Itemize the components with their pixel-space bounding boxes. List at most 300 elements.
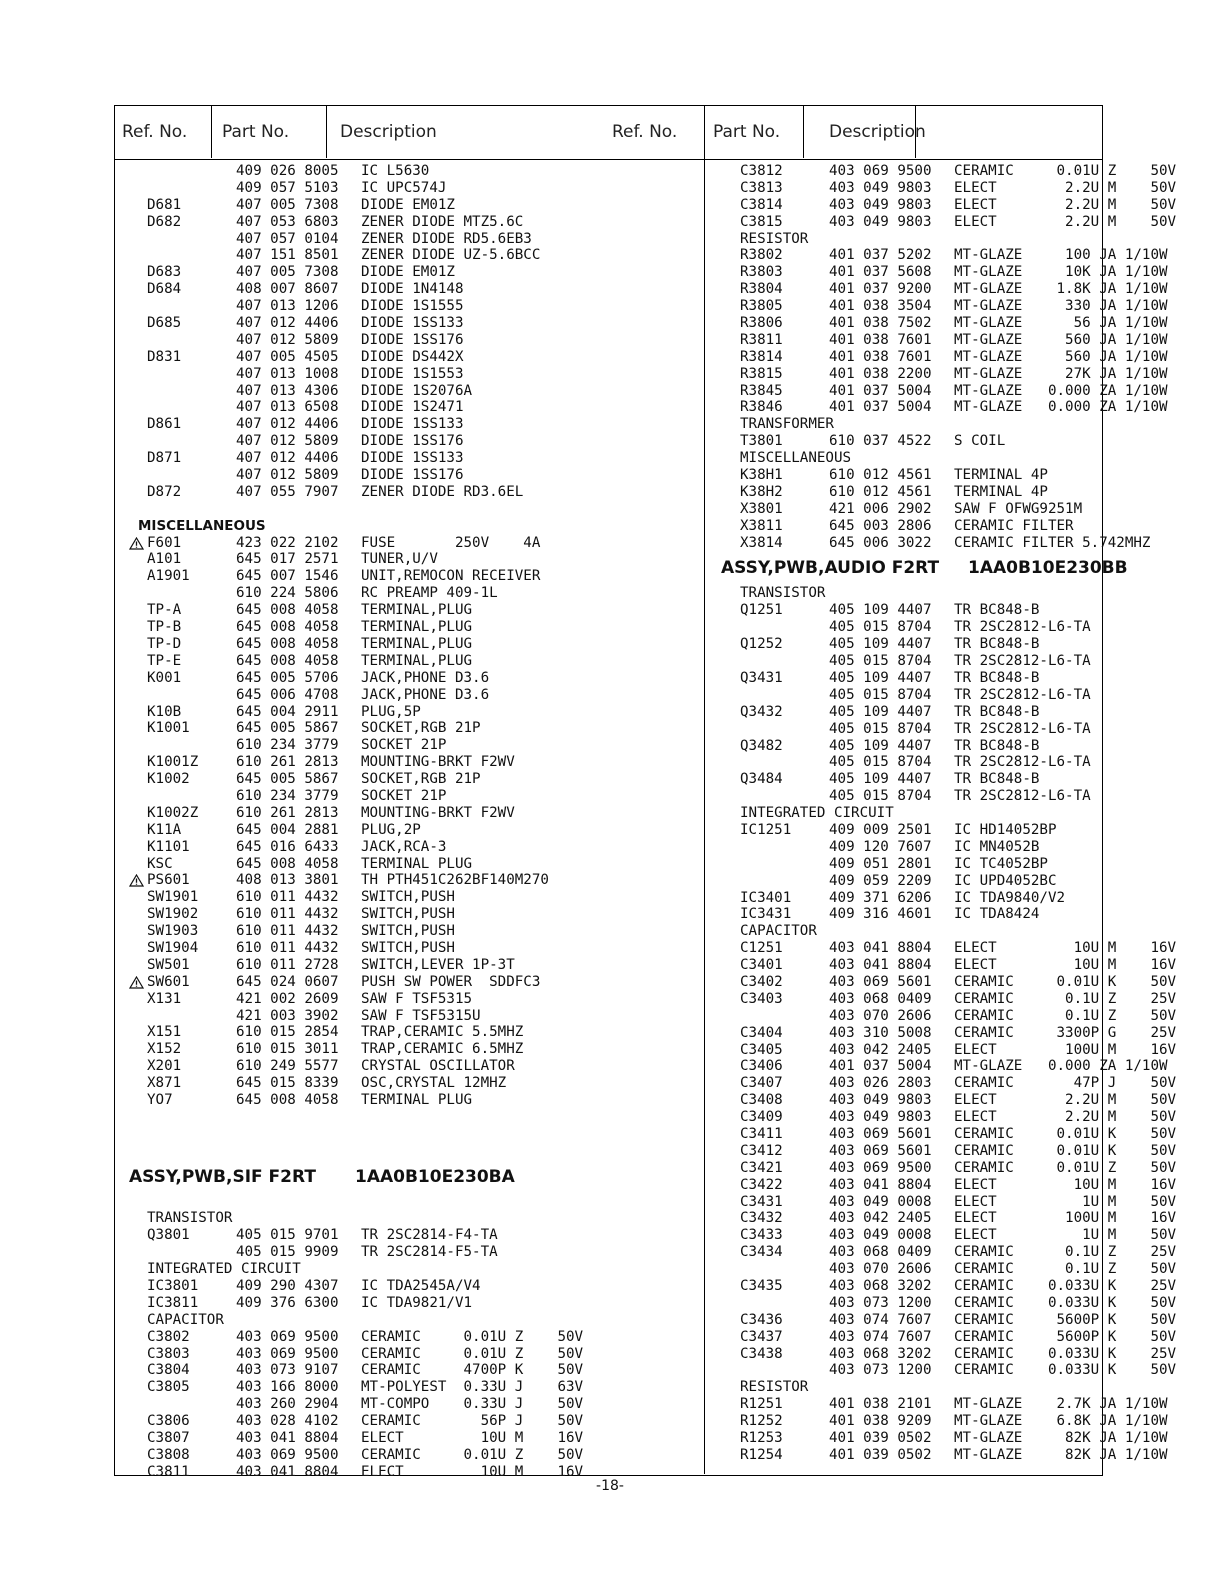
- ref-no: D684: [147, 281, 182, 298]
- table-row: [706, 433, 1102, 450]
- section-title: MISCELLANEOUS: [138, 517, 266, 534]
- ref-no: C3406: [740, 1058, 783, 1075]
- description: CERAMIC 0.01U K 50V: [954, 1125, 1177, 1142]
- ref-no: R3802: [740, 247, 783, 264]
- group-heading: [115, 1261, 704, 1278]
- description: IC UPD4052BC: [954, 872, 1057, 889]
- description: MT-GLAZE 560 JA 1/10W: [954, 331, 1168, 348]
- group-title: RESISTOR: [740, 1379, 809, 1396]
- description: CERAMIC 0.01U Z 50V: [361, 1446, 584, 1463]
- part-no: 401 038 9209: [829, 1413, 932, 1430]
- part-no: 403 068 0409: [829, 1244, 932, 1261]
- table-row: [706, 163, 1177, 180]
- group-title: MISCELLANEOUS: [740, 450, 852, 467]
- ref-no: SW1903: [147, 923, 199, 940]
- part-no: 403 041 8804: [236, 1430, 339, 1447]
- part-no: 405 109 4407: [829, 602, 932, 619]
- ref-no: R1252: [740, 1413, 783, 1430]
- table-row: [706, 1328, 1177, 1346]
- part-no: 423 022 2102: [236, 534, 339, 551]
- part-no: 610 012 4561: [829, 467, 932, 484]
- part-no: 409 376 6300: [236, 1294, 339, 1311]
- part-no: 407 013 6508: [236, 399, 339, 416]
- part-no: 421 003 3902: [236, 1007, 339, 1024]
- ref-no: R3804: [740, 281, 783, 298]
- part-no: 403 041 8804: [829, 957, 932, 974]
- description: TR 2SC2812-L6-TA: [954, 686, 1091, 703]
- spacer-row: [115, 1126, 704, 1143]
- table-row: [115, 450, 704, 467]
- ref-no: C3808: [147, 1446, 190, 1463]
- part-no: 403 310 5008: [829, 1024, 932, 1041]
- part-no: 645 017 2571: [236, 551, 339, 568]
- part-no: 403 049 0008: [829, 1227, 932, 1244]
- ref-no: K38H2: [740, 483, 783, 500]
- ref-no: R3805: [740, 298, 783, 315]
- description: TERMINAL,PLUG: [361, 602, 473, 619]
- part-no: 401 037 5202: [829, 247, 932, 264]
- description: DIODE 1S2471: [361, 399, 464, 416]
- ref-no: TP-B: [147, 619, 182, 636]
- group-title: INTEGRATED CIRCUIT: [147, 1261, 301, 1278]
- table-row: [115, 771, 704, 788]
- description: CERAMIC 0.01U K 50V: [954, 1142, 1177, 1159]
- part-no: 407 057 0104: [236, 230, 339, 247]
- table-row: [706, 738, 1102, 755]
- part-no: 407 005 4505: [236, 348, 339, 365]
- ref-no: Q3431: [740, 669, 783, 686]
- ref-no: X3801: [740, 500, 783, 517]
- table-row: [115, 636, 704, 653]
- assembly-code: 1AA0B10E230BB: [968, 558, 1128, 579]
- table-row: [706, 484, 1102, 501]
- description: MT-GLAZE 6.8K JA 1/10W: [954, 1413, 1168, 1430]
- ref-no: D861: [147, 416, 182, 433]
- table-row: [115, 1396, 704, 1413]
- table-row: [706, 906, 1102, 923]
- description: CERAMIC 0.1U Z 50V: [954, 1261, 1177, 1278]
- part-no: 401 039 0502: [829, 1446, 932, 1463]
- ref-no: C3407: [740, 1075, 783, 1092]
- table-row: [115, 957, 704, 974]
- ref-no: YO7: [147, 1091, 173, 1108]
- part-no: 403 069 9500: [236, 1328, 339, 1345]
- table-row: [706, 518, 1102, 535]
- part-no: 645 006 4708: [236, 686, 339, 703]
- description: CERAMIC 0.1U Z 50V: [954, 1007, 1177, 1024]
- table-row: [706, 1362, 1177, 1379]
- description: CERAMIC 47P J 50V: [954, 1075, 1177, 1092]
- ref-no: C3431: [740, 1193, 783, 1210]
- ref-no: R3845: [740, 382, 783, 399]
- description: CERAMIC 0.01U Z 50V: [361, 1345, 584, 1362]
- description: TR BC848-B: [954, 669, 1040, 686]
- part-no: 405 109 4407: [829, 703, 932, 720]
- center-divider: [704, 106, 705, 1474]
- part-no: 407 013 1008: [236, 365, 339, 382]
- description: MT-POLYEST 0.33U J 63V: [361, 1379, 584, 1396]
- description: RC PREAMP 409-1L: [361, 585, 498, 602]
- description: TR 2SC2814-F4-TA: [361, 1227, 498, 1244]
- part-no: 401 039 0502: [829, 1430, 932, 1447]
- part-no: 407 005 7308: [236, 196, 339, 213]
- part-no: 409 057 5103: [236, 179, 339, 196]
- table-row: [115, 467, 704, 484]
- ref-no: SW1904: [147, 939, 199, 956]
- part-no: 610 037 4522: [829, 433, 932, 450]
- part-no: 401 037 5004: [829, 399, 932, 416]
- ref-no: K1002: [147, 771, 190, 788]
- part-no: 405 109 4407: [829, 636, 932, 653]
- part-no: 645 015 8339: [236, 1075, 339, 1092]
- part-no: 401 038 2101: [829, 1396, 932, 1413]
- description: FUSE 250V 4A: [361, 534, 541, 551]
- description: DIODE 1SS133: [361, 450, 464, 467]
- table-row: [706, 331, 1168, 349]
- spacer-row: [115, 1109, 704, 1126]
- description: ELECT 100U M 16V: [954, 1210, 1177, 1227]
- part-no: 403 068 3202: [829, 1278, 932, 1294]
- description: DIODE 1SS133: [361, 416, 464, 433]
- parts-table: [114, 105, 1177, 1480]
- description: ELECT 1U M 50V: [954, 1227, 1177, 1244]
- table-row: [115, 872, 704, 889]
- table-row: [706, 653, 1102, 670]
- table-row: [706, 196, 1177, 214]
- table-row: [115, 315, 704, 332]
- description: DIODE 1S1553: [361, 365, 464, 382]
- table-row: [115, 349, 704, 366]
- part-no: 403 049 9803: [829, 1092, 932, 1109]
- table-row: [706, 1007, 1177, 1025]
- table-row: [706, 1092, 1177, 1109]
- description: CERAMIC 4700P K 50V: [361, 1362, 584, 1379]
- part-no: 403 073 9107: [236, 1362, 339, 1379]
- table-row: [115, 332, 704, 349]
- ref-no: SW1901: [147, 889, 199, 906]
- table-row: [115, 383, 704, 400]
- table-row: [706, 1142, 1177, 1160]
- part-no: 610 011 4432: [236, 939, 339, 956]
- description: CERAMIC 0.1U Z 25V: [954, 1244, 1177, 1261]
- part-no: 645 008 4058: [236, 1091, 339, 1108]
- table-row: [706, 1159, 1177, 1177]
- table-row: [115, 197, 704, 214]
- part-no: 403 028 4102: [236, 1413, 339, 1430]
- part-no: 610 011 2728: [236, 956, 339, 973]
- table-row: [706, 1125, 1177, 1143]
- spacer-row: [115, 1143, 704, 1160]
- description: TERMINAL 4P: [954, 483, 1048, 500]
- section-heading: [115, 518, 704, 535]
- part-no: 403 049 9803: [829, 213, 932, 230]
- part-no: 403 026 2803: [829, 1075, 932, 1092]
- description: CERAMIC 56P J 50V: [361, 1413, 584, 1430]
- description: IC MN4052B: [954, 838, 1040, 855]
- description: CERAMIC 0.033U K 50V: [954, 1362, 1177, 1379]
- table-row: [706, 467, 1102, 484]
- table-row: [706, 1244, 1177, 1261]
- part-no: 401 037 5004: [829, 382, 932, 399]
- ref-no: R3811: [740, 331, 783, 348]
- ref-no: D871: [147, 450, 182, 467]
- description: ELECT 1U M 50V: [954, 1193, 1177, 1210]
- part-no: 401 038 7601: [829, 348, 932, 365]
- ref-no: D681: [147, 196, 182, 213]
- assembly-name: ASSY,PWB,SIF F2RT: [129, 1166, 316, 1187]
- table-row: [115, 889, 704, 906]
- part-no: 405 109 4407: [829, 737, 932, 754]
- ref-no: R1251: [740, 1396, 783, 1413]
- ref-no: C3409: [740, 1109, 783, 1126]
- ref-no: K1002Z: [147, 804, 199, 821]
- table-row: [115, 923, 704, 940]
- table-row: [115, 1075, 704, 1092]
- table-row: [115, 670, 704, 687]
- description: SOCKET 21P: [361, 787, 447, 804]
- ref-no: X3811: [740, 517, 783, 534]
- description: CERAMIC FILTER 5.742MHZ: [954, 534, 1151, 551]
- table-row: [706, 973, 1177, 991]
- part-no: 610 224 5806: [236, 585, 339, 602]
- table-row: [115, 1227, 704, 1244]
- assembly-code: 1AA0B10E230BA: [355, 1166, 515, 1187]
- description: IC TDA9821/V1: [361, 1294, 473, 1311]
- part-no: 403 041 8804: [829, 940, 932, 957]
- right-column: [706, 163, 1177, 1464]
- part-no: 403 069 5601: [829, 973, 932, 990]
- description: MT-GLAZE 560 JA 1/10W: [954, 348, 1168, 365]
- ref-no: Q3432: [740, 703, 783, 720]
- part-no: 405 109 4407: [829, 771, 932, 788]
- table-row: [706, 534, 1151, 552]
- description: UNIT,REMOCON RECEIVER: [361, 568, 541, 585]
- page-number: -18-: [596, 1478, 624, 1494]
- part-no: 645 008 4058: [236, 635, 339, 652]
- part-no: 401 037 5608: [829, 264, 932, 281]
- ref-no: Q3484: [740, 771, 783, 788]
- description: CERAMIC 3300P G 25V: [954, 1024, 1177, 1041]
- table-row: [115, 1024, 704, 1041]
- table-row: [115, 1362, 704, 1379]
- part-no: 610 249 5577: [236, 1058, 339, 1075]
- ref-no: C3803: [147, 1345, 190, 1362]
- description: IC TDA2545A/V4: [361, 1278, 481, 1294]
- ref-no: D682: [147, 213, 182, 230]
- ref-no: C3422: [740, 1176, 783, 1193]
- ref-no: X201: [147, 1058, 182, 1075]
- description: TRAP,CERAMIC 5.5MHZ: [361, 1024, 524, 1041]
- description: TERMINAL PLUG: [361, 1091, 473, 1108]
- description: ELECT 2.2U M 50V: [954, 179, 1177, 196]
- ref-no: KSC: [147, 855, 173, 872]
- ref-no: R3815: [740, 365, 783, 382]
- ref-no: C3434: [740, 1244, 783, 1261]
- description: DIODE 1S2076A: [361, 382, 473, 399]
- table-row: [706, 754, 1102, 771]
- part-no: 645 006 3022: [829, 534, 932, 551]
- description: ELECT 2.2U M 50V: [954, 196, 1177, 213]
- ref-no: C3813: [740, 179, 783, 196]
- description: DIODE 1SS176: [361, 331, 464, 348]
- table-row: [115, 585, 704, 602]
- part-no: 403 068 3202: [829, 1345, 932, 1362]
- description: DIODE 1SS176: [361, 467, 464, 484]
- safety-warning-icon: [129, 874, 144, 887]
- part-no: 407 012 5809: [236, 433, 339, 450]
- ref-no: Q3801: [147, 1227, 190, 1244]
- table-row: [115, 653, 704, 670]
- table-row: [706, 856, 1102, 873]
- table-header: [115, 106, 1102, 160]
- group-heading: [115, 1210, 704, 1227]
- table-row: [115, 1413, 704, 1430]
- description: JACK,RCA-3: [361, 838, 447, 855]
- part-no: 403 074 7607: [829, 1311, 932, 1328]
- description: MT-COMPO 0.33U J 50V: [361, 1396, 584, 1413]
- part-no: 407 012 4406: [236, 416, 339, 433]
- description: TR 2SC2812-L6-TA: [954, 788, 1091, 805]
- ref-no: C3411: [740, 1125, 783, 1142]
- description: ZENER DIODE MTZ5.6C: [361, 213, 524, 230]
- table-row: [706, 619, 1102, 636]
- description: ELECT 2.2U M 50V: [954, 1092, 1177, 1109]
- ref-no: Q1252: [740, 636, 783, 653]
- header-divider: [803, 106, 804, 158]
- part-no: 610 234 3779: [236, 787, 339, 804]
- ref-no: C3805: [147, 1379, 190, 1396]
- table-row: [706, 179, 1177, 197]
- safety-warning-icon: [129, 537, 144, 550]
- part-no: 645 004 2911: [236, 703, 339, 720]
- part-no: 408 007 8607: [236, 281, 339, 298]
- header-ref-no: Ref. No.: [122, 122, 188, 142]
- part-no: 401 037 9200: [829, 281, 932, 298]
- part-no: 610 261 2813: [236, 754, 339, 771]
- part-no: 409 026 8005: [236, 163, 339, 179]
- description: MT-GLAZE 2.7K JA 1/10W: [954, 1396, 1168, 1413]
- ref-no: R1253: [740, 1430, 783, 1447]
- description: SOCKET,RGB 21P: [361, 771, 481, 788]
- part-no: 403 074 7607: [829, 1328, 932, 1345]
- table-row: [115, 1244, 704, 1261]
- table-row: [115, 366, 704, 383]
- part-no: 405 015 8704: [829, 619, 932, 636]
- table-row: [115, 687, 704, 704]
- description: IC UPC574J: [361, 179, 447, 196]
- table-row: [706, 1176, 1177, 1194]
- description: DIODE 1SS133: [361, 315, 464, 332]
- table-row: [706, 1430, 1168, 1447]
- table-row: [115, 551, 704, 568]
- description: S COIL: [954, 433, 1006, 450]
- table-row: [115, 991, 704, 1008]
- description: TR BC848-B: [954, 636, 1040, 653]
- group-title: CAPACITOR: [740, 923, 817, 940]
- ref-no: X151: [147, 1024, 182, 1041]
- table-row: [115, 484, 704, 501]
- part-no: 405 015 8704: [829, 788, 932, 805]
- description: ELECT 10U M 16V: [954, 957, 1177, 974]
- part-no: 407 151 8501: [236, 247, 339, 264]
- ref-no: C3807: [147, 1430, 190, 1447]
- part-no: 409 051 2801: [829, 855, 932, 872]
- part-no: 405 109 4407: [829, 669, 932, 686]
- group-title: CAPACITOR: [147, 1311, 224, 1328]
- table-row: [706, 957, 1177, 974]
- part-no: 401 038 7601: [829, 331, 932, 348]
- table-row: [115, 788, 704, 805]
- part-no: 645 003 2806: [829, 517, 932, 534]
- ref-no: SW1902: [147, 906, 199, 923]
- description: CERAMIC 0.033U K 25V: [954, 1345, 1177, 1362]
- ref-no: A1901: [147, 568, 190, 585]
- ref-no: C3815: [740, 213, 783, 230]
- table-row: [706, 721, 1102, 738]
- description: IC L5630: [361, 163, 430, 179]
- ref-no: X152: [147, 1041, 182, 1058]
- table-row: [115, 1447, 704, 1464]
- ref-no: C3432: [740, 1210, 783, 1227]
- part-no: 403 069 5601: [829, 1125, 932, 1142]
- part-no: 409 059 2209: [829, 872, 932, 889]
- table-row: [706, 365, 1168, 383]
- part-no: 610 015 2854: [236, 1024, 339, 1041]
- table-row: [115, 940, 704, 957]
- part-no: 610 011 4432: [236, 906, 339, 923]
- table-row: [115, 163, 704, 180]
- table-row: [706, 839, 1102, 856]
- ref-no: F601: [147, 534, 182, 551]
- part-no: 409 290 4307: [236, 1278, 339, 1294]
- table-row: [706, 670, 1102, 687]
- description: MT-GLAZE 0.000 ZA 1/10W: [954, 1058, 1168, 1075]
- assembly-heading: [706, 551, 1128, 585]
- table-row: [115, 619, 704, 636]
- part-no: 403 068 0409: [829, 990, 932, 1007]
- part-no: 401 038 3504: [829, 298, 932, 315]
- ref-no: C1251: [740, 940, 783, 957]
- description: TR BC848-B: [954, 703, 1040, 720]
- ref-no: C3412: [740, 1142, 783, 1159]
- assembly-name: ASSY,PWB,AUDIO F2RT: [721, 558, 940, 579]
- description: SWITCH,PUSH: [361, 939, 455, 956]
- table-row: [706, 822, 1102, 839]
- description: MT-GLAZE 82K JA 1/10W: [954, 1446, 1168, 1463]
- ref-no: X871: [147, 1075, 182, 1092]
- part-no: 403 042 2405: [829, 1210, 932, 1227]
- part-no: 403 049 9803: [829, 196, 932, 213]
- table-row: [706, 636, 1102, 653]
- part-no: 407 053 6803: [236, 213, 339, 230]
- ref-no: R3806: [740, 315, 783, 332]
- ref-no: SW501: [147, 956, 190, 973]
- description: DIODE 1S1555: [361, 298, 464, 315]
- part-no: 645 004 2881: [236, 821, 339, 838]
- group-heading: [706, 585, 1102, 602]
- description: SOCKET,RGB 21P: [361, 720, 481, 737]
- description: MOUNTING-BRKT F2WV: [361, 804, 515, 821]
- table-row: [706, 281, 1168, 298]
- part-no: 407 005 7308: [236, 264, 339, 281]
- description: CERAMIC 0.01U Z 50V: [954, 163, 1177, 179]
- part-no: 401 038 7502: [829, 315, 932, 332]
- ref-no: PS601: [147, 872, 190, 889]
- table-row: [115, 1008, 704, 1025]
- description: ELECT 10U M 16V: [954, 940, 1177, 957]
- table-row: [115, 974, 704, 991]
- part-no: 403 069 5601: [829, 1142, 932, 1159]
